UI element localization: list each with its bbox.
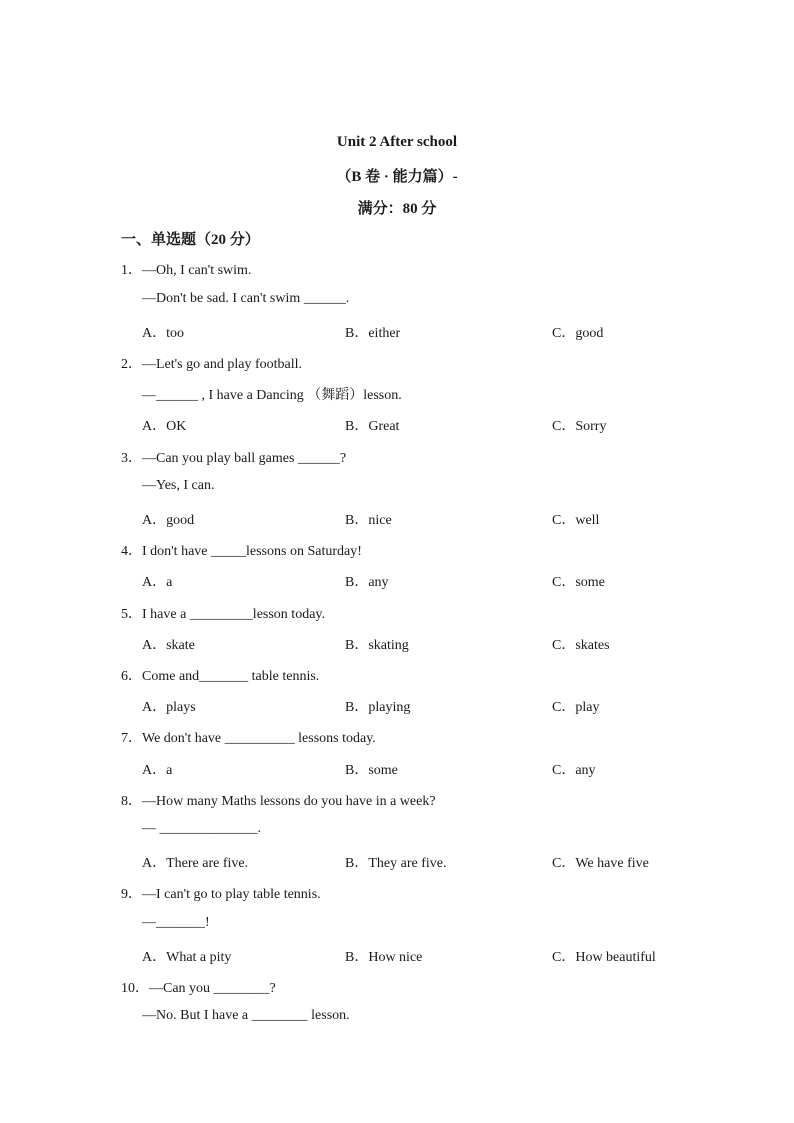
answer-option: B．Great (345, 419, 400, 434)
question-stem: 5．I have a _________lesson today. (121, 607, 325, 622)
answer-option: B．nice (345, 513, 392, 528)
answer-option: B．They are five. (345, 856, 447, 871)
answer-option: A．There are five. (142, 856, 249, 871)
question-stem: 1．—Oh, I can't swim. (121, 263, 252, 278)
answer-option: C．well (552, 513, 600, 528)
answer-option: C．play (552, 700, 600, 715)
answer-option: A．good (142, 513, 195, 528)
question-stem: —Yes, I can. (142, 478, 215, 493)
question-stem: —_______! (142, 915, 210, 930)
full-score: 满分：80 分 (357, 201, 437, 217)
question-stem: 2．—Let's go and play football. (121, 357, 302, 372)
section-heading: 一、单选题（20 分） (121, 232, 260, 248)
answer-option: C．Sorry (552, 419, 607, 434)
answer-option: C．How beautiful (552, 950, 656, 965)
answer-option: B．How nice (345, 950, 423, 965)
document-subtitle: （B 卷 · 能力篇）- (336, 169, 458, 185)
question-stem: —Don't be sad. I can't swim ______. (142, 291, 350, 306)
question-stem: 6．Come and_______ table tennis. (121, 669, 320, 684)
answer-option: C．We have five (552, 856, 649, 871)
answer-option: B．playing (345, 700, 411, 715)
question-stem: 8．—How many Maths lessons do you have in a week? (121, 794, 436, 809)
question-stem: —No. But I have a ________ lesson. (142, 1008, 350, 1023)
answer-option: C．some (552, 575, 605, 590)
question-stem: 9．—I can't go to play table tennis. (121, 887, 321, 902)
answer-option: A．too (142, 326, 184, 341)
answer-option: A．a (142, 763, 173, 778)
question-stem: 10．—Can you ________? (121, 981, 276, 996)
answer-option: A．a (142, 575, 173, 590)
question-stem: 7．We don't have __________ lessons today. (121, 731, 376, 746)
answer-option: A．plays (142, 700, 196, 715)
answer-option: C．good (552, 326, 604, 341)
answer-option: C．any (552, 763, 596, 778)
answer-option: A．skate (142, 638, 195, 653)
question-stem: 3．—Can you play ball games ______? (121, 451, 347, 466)
question-stem: —______ , I have a Dancing （舞蹈）lesson. (142, 388, 402, 403)
answer-option: A．OK (142, 419, 187, 434)
answer-option: B．some (345, 763, 398, 778)
answer-option: B．any (345, 575, 389, 590)
answer-option: B．either (345, 326, 401, 341)
answer-option: B．skating (345, 638, 409, 653)
answer-option: A．What a pity (142, 950, 232, 965)
question-stem: 4．I don't have _____lessons on Saturday! (121, 544, 362, 559)
question-stem: — ______________. (142, 821, 261, 836)
document-title: Unit 2 After school (336, 134, 458, 150)
answer-option: C．skates (552, 638, 610, 653)
